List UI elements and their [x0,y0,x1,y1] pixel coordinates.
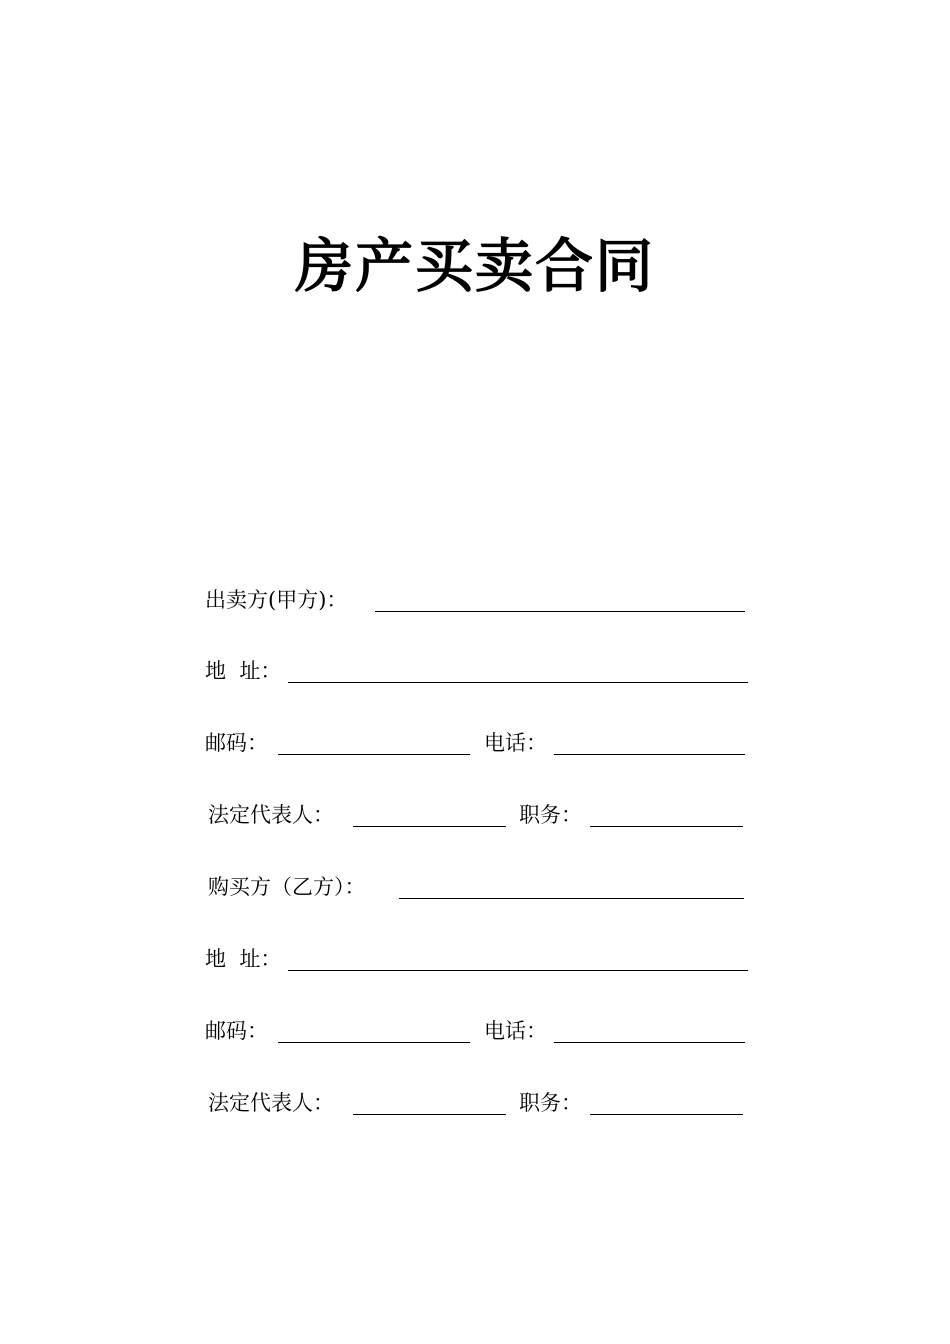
contract-title: 房产买卖合同 [294,232,655,300]
seller-position-field[interactable] [590,826,743,827]
seller-party-label: 出卖方(甲方)： [205,588,348,612]
seller-contact-row [205,728,750,758]
seller-legal-rep-field[interactable] [353,826,506,827]
seller-rep-row [205,800,750,830]
buyer-address-label: 地 址： [205,947,282,971]
seller-address-label: 地 址： [205,659,282,683]
buyer-party-label: 购买方（乙方）： [208,875,366,899]
seller-address-field[interactable] [288,682,748,683]
seller-position-label: 职务： [519,803,582,827]
seller-party-field[interactable] [375,611,745,612]
seller-legal-rep-label: 法定代表人： [208,803,334,827]
buyer-position-label: 职务： [519,1091,582,1115]
seller-phone-label: 电话： [484,731,547,755]
buyer-position-field[interactable] [590,1114,743,1115]
seller-phone-field[interactable] [554,754,745,755]
buyer-address-field[interactable] [288,970,748,971]
buyer-legal-rep-field[interactable] [353,1114,506,1115]
buyer-phone-field[interactable] [554,1042,745,1043]
buyer-party-row [205,872,750,902]
buyer-contact-row [205,1016,750,1046]
buyer-address-row [205,944,750,974]
seller-postcode-field[interactable] [278,754,470,755]
seller-address-row [205,656,750,686]
buyer-postcode-label: 邮码： [205,1019,268,1043]
seller-party-row [205,585,750,615]
buyer-party-field[interactable] [399,898,744,899]
buyer-rep-row [205,1088,750,1118]
buyer-legal-rep-label: 法定代表人： [208,1091,334,1115]
buyer-phone-label: 电话： [484,1019,547,1043]
seller-postcode-label: 邮码： [205,731,268,755]
buyer-postcode-field[interactable] [278,1042,470,1043]
